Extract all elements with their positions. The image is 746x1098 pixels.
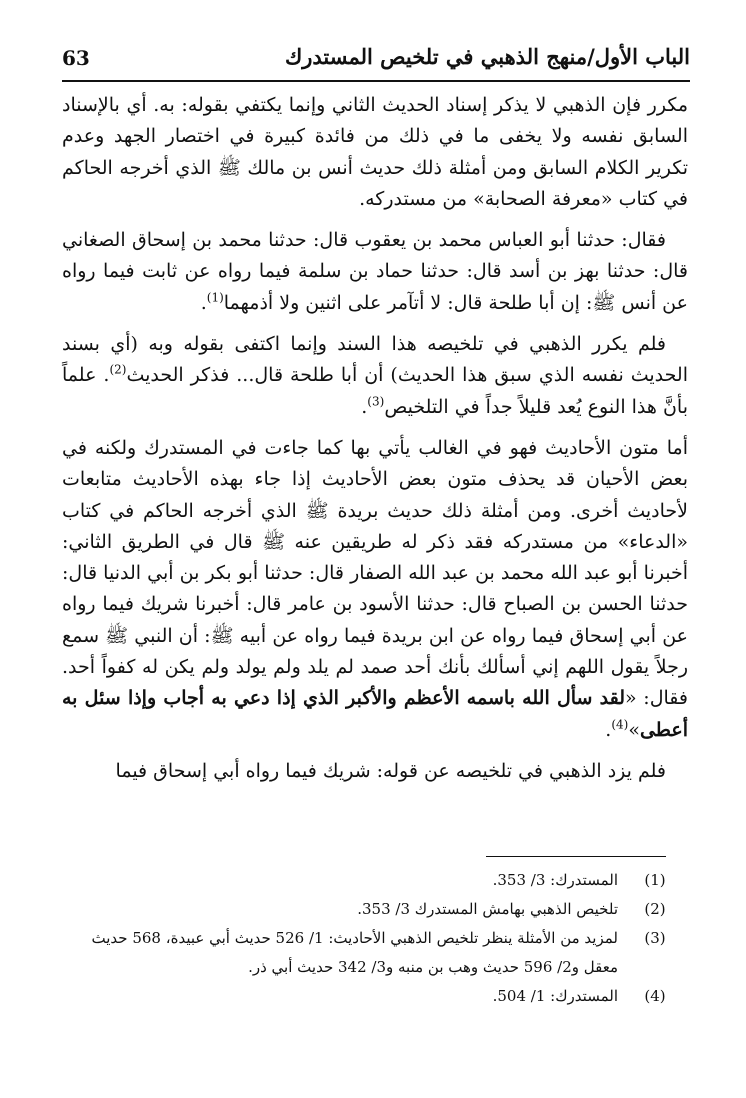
paragraph-text: فقال: حدثنا أبو العباس محمد بن يعقوب قال: حدثنا محمد بن إسحاق الصغاني قال: حدثنا بهز بن أسد قال: حدثنا حماد بن سلمة فيما رواه عن ثابت فيما رواه عن أنس ﷺ: إن أبا طلحة قال: لا أتآمر على اثنين ولا أذمهما (62, 229, 688, 314)
footnote-text: لمزيد من الأمثلة ينظر تلخيص الذهبي الأحاديث: 1/ 526 حديث أبي عبيدة، 568 حديث معقل و2/ 596 حديث وهب بن منبه و3/ 342 حديث أبي ذر. (91, 929, 618, 976)
paragraph-2: فقال: حدثنا أبو العباس محمد بن يعقوب قال: حدثنا محمد بن إسحاق الصغاني قال: حدثنا بهز بن أسد قال: حدثنا حماد بن سلمة فيما رواه عن ثابت فيما رواه عن أنس ﷺ: إن أبا طلحة قال: لا أتآمر على اثنين ولا أذمهما$^{(1)}$. (62, 229, 688, 314)
footnote-ref[interactable]: (1) (206, 290, 224, 305)
footnote-ref[interactable]: (4) (611, 717, 629, 732)
hadith-quote: لقد سأل الله باسمه الأعظم والأكبر الذي إذا دعي به أجاب وإذا سئل به أعطى (62, 687, 688, 741)
footnote-divider (486, 856, 666, 857)
footnote-number: (1) (644, 871, 666, 889)
footnote-4 (62, 982, 670, 1011)
footnote-number: (2) (644, 900, 666, 918)
paragraph-5 (62, 756, 688, 787)
page-number: 63 (62, 46, 90, 70)
footnote-ref[interactable]: (2) (109, 363, 127, 378)
running-title: الباب الأول/منهج الذهبي في تلخيص المستدرك (284, 44, 690, 69)
footnote-ref[interactable]: (3) (367, 394, 385, 409)
footnote-3 (62, 924, 670, 982)
paragraph-4: أما متون الأحاديث فهو في الغالب يأتي بها كما جاءت في المستدرك ولكنه في بعض الأحيان قد يحذف متون بعض الأحاديث إذا جاء بهذه الأحاديث متابعات لأحاديث أخرى. ومن أمثلة ذلك حديث بريدة ﷺ الذي أخرجه الحاكم في كتاب «الدعاء» من مستدركه فقد ذكر له طريقين عنه ﷺ قال في الطريق الثاني: أخبرنا أبو عبد الله محمد بن عبد الله الصفار قال: حدثنا أبو بكر بن أبي الدنيا قال: حدثنا الحسن بن الصباح قال: حدثنا الأسود بن عامر قال: أخبرنا شريك فيما رواه عن أبي إسحاق فيما رواه عن ابن بريدة فيما رواه عن أبيه ﷺ: أن النبي ﷺ سمع رجلاً يقول اللهم إني أسألك بأنك أحد صمد لم يلد ولم يولد ولم يكن له كفواً أحد. فقال: «لقد سأل الله باسمه الأعظم والأكبر الذي إذا دعي به أجاب وإذا سئل به أعطى»$^{(4)}$. (62, 436, 688, 741)
footnote-number: (3) (644, 929, 666, 947)
footnote-1 (62, 866, 670, 895)
paragraph-3: فلم يكرر الذهبي في تلخيصه هذا السند وإنما اكتفى بقوله وبه (أي بسند الحديث نفسه الذي سبق هذا الحديث) أن أبا طلحة قال... فذكر الحديث$^{(2)}$. علماً بأنَّ هذا النوع يُعد قليلاً جداً في التلخيص$^{(3)}$. (62, 333, 688, 418)
footnote-number: (4) (644, 987, 666, 1005)
paragraph-1 (62, 90, 688, 215)
main-text (62, 90, 688, 787)
footnote-text: المستدرك: 1/ 504. (492, 987, 618, 1005)
paragraph-text: مكرر فإن الذهبي لا يذكر إسناد الحديث الثاني وإنما يكتفي بقوله: به. أي بالإسناد السابق نفسه ولا يخفى ما في ذلك من فائدة كبيرة في اختصار الجهد وعدم تكرير الكلام السابق ومن أمثلة ذلك حديث أنس بن مالك ﷺ الذي أخرجه الحاكم في كتاب «معرفة الصحابة» من مستدركه. (62, 94, 689, 210)
footnote-2 (62, 895, 670, 924)
footnotes (62, 866, 670, 1011)
footnote-text: تلخيص الذهبي بهامش المستدرك 3/ 353. (357, 900, 618, 918)
footnote-text: المستدرك: 3/ 353. (492, 871, 618, 889)
paragraph-text: فلم يكرر الذهبي في تلخيصه هذا السند وإنما اكتفى بقوله وبه (أي بسند الحديث نفسه الذي سبق هذا الحديث) أن أبا طلحة قال... فذكر الحديث (62, 333, 688, 387)
paragraph-text: علماً بأنَّ هذا النوع يُعد قليلاً جداً في التلخيص (62, 364, 688, 418)
page-header (62, 40, 690, 82)
paragraph-text: أما متون الأحاديث فهو في الغالب يأتي بها كما جاءت في المستدرك ولكنه في بعض الأحيان قد يحذف متون بعض الأحاديث إذا جاء بهذه الأحاديث متابعات لأحاديث أخرى. ومن أمثلة ذلك حديث بريدة ﷺ الذي أخرجه الحاكم في كتاب «الدعاء» من مستدركه فقد ذكر له طريقين عنه ﷺ قال في الطريق الثاني: أخبرنا أبو عبد الله محمد بن عبد الله الصفار قال: حدثنا أبو بكر بن أبي الدنيا قال: حدثنا الحسن بن الصباح قال: حدثنا الأسود بن عامر قال: أخبرنا شريك فيما رواه عن أبي إسحاق فيما رواه عن ابن بريدة فيما رواه عن أبيه ﷺ: أن النبي ﷺ سمع رجلاً يقول اللهم إني أسألك بأنك أحد صمد لم يلد ولم يولد ولم يكن له كفواً أحد. فقال: « (62, 436, 688, 710)
paragraph-text: فلم يزد الذهبي في تلخيصه عن قوله: شريك فيما رواه أبي إسحاق فيما (115, 759, 666, 782)
